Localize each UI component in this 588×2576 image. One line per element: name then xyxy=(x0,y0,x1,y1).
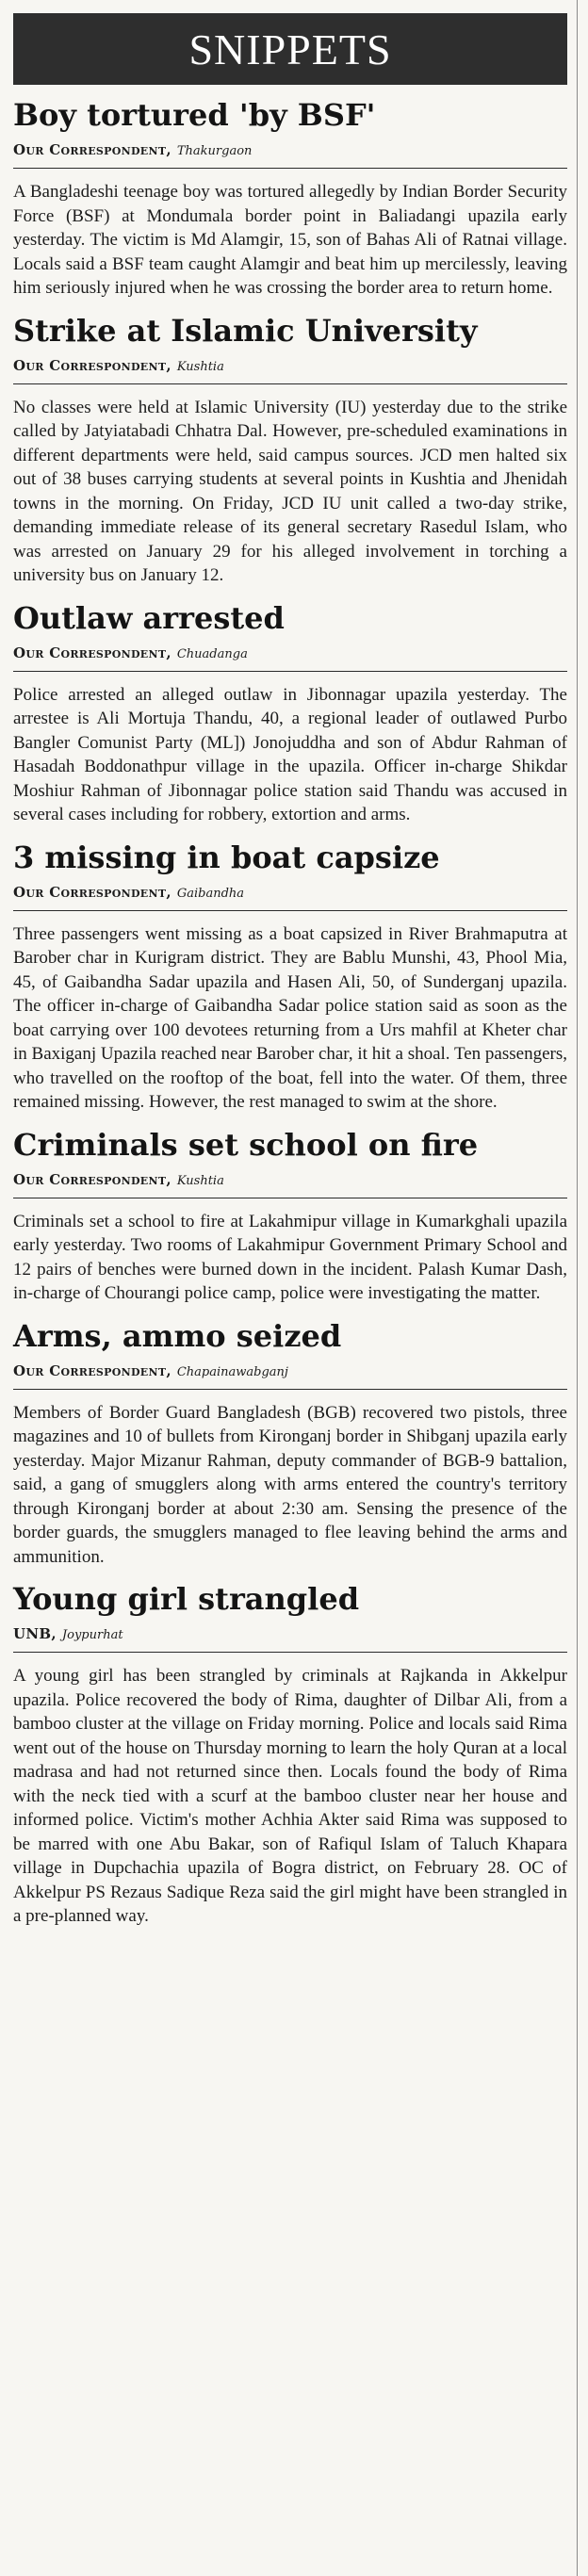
story-byline xyxy=(13,1169,567,1192)
story-school-on-fire xyxy=(13,1126,567,1306)
story-body: Criminals set a school to fire at Lakahmipur village in Kumarkghali upazila early yesterday. Two rooms of Lakahmipur Government Primary School and 12 pairs of benches were burned down in the incident. Palash Kumar Dash, in-charge of Chourangi police camp, police were investigating the matter. xyxy=(13,1211,567,1303)
adjacent-column-edge xyxy=(577,0,588,2576)
byline-author: Our Correspondent, xyxy=(13,356,172,374)
story-byline xyxy=(13,1623,567,1646)
byline-place: Kushtia xyxy=(176,359,224,374)
byline-author: Our Correspondent, xyxy=(13,141,172,158)
story-outlaw-arrested xyxy=(13,599,567,827)
story-boat-capsize xyxy=(13,839,567,1115)
story-headline: Arms, ammo seized xyxy=(13,1317,342,1354)
story-headline: Strike at Islamic University xyxy=(13,312,478,349)
story-young-girl-strangled xyxy=(13,1580,567,1929)
section-title: SNIPPETS xyxy=(188,25,392,73)
byline-place: Thakurgaon xyxy=(176,144,253,158)
story-boy-tortured xyxy=(13,96,567,301)
byline-place: Chuadanga xyxy=(176,646,248,661)
story-headline: Young girl strangled xyxy=(13,1581,360,1617)
story-byline xyxy=(13,643,567,665)
story-byline xyxy=(13,882,567,905)
divider-rule xyxy=(13,383,567,384)
story-headline: Criminals set school on fire xyxy=(13,1126,479,1163)
story-body: Members of Border Guard Bangladesh (BGB) recovered two pistols, three magazines and 10 of bullets from Kironganj border in Shibganj upazila early yesterday. Major Mizanur Rahman, deputy commander of BGB-9 battalion, said, a gang of smugglers along with arms entered the country's territory through Kironganj border at about 2:30 am. Sensing the presence of the border guards, the smugglers managed to flee leaving behind the arms and ammunition. xyxy=(13,1402,567,1567)
story-byline xyxy=(13,1361,567,1383)
byline-place: Chapainawabganj xyxy=(176,1364,288,1379)
story-body: A young girl has been strangled by criminals at Rajkanda in Akkelpur upazila. Police recovered the body of Rima, daughter of Dilbar Ali, from a bamboo cluster at the village on Friday morning. Police and locals said Rima went out of the house on Thursday morning to learn the holy Quran at a local madrasa and had not returned since then. Locals found the body of Rima with the neck tied with a scurf at the bamboo cluster near her house and informed police. Victim's mother Achhia Akter said Rima was supposed to be marred with one Abu Bakar, son of Rafiqul Islam of Taluch Khapara village in Dupchachia upazila of Bogra district, on February 28. OC of Akkelpur PS Rezaus Sadique Reza said the girl might have been strangled in a pre-planned way. xyxy=(13,1666,567,1926)
byline-author: Our Correspondent, xyxy=(13,883,172,901)
story-body: A Bangladeshi teenage boy was tortured allegedly by Indian Border Security Force (BSF) at Mondumala border point in Baliadangi upazila early yesterday. The victim is Md Alamgir, 15, son of Bahas Ali of Ratnai village. Locals said a BSF team caught Alamgir and beat him up mercilessly, leaving him seriously injured when he was crossing the border area to return home. xyxy=(13,182,567,298)
story-arms-ammo-seized xyxy=(13,1317,567,1570)
byline-place: Joypurhat xyxy=(61,1628,123,1642)
story-strike-islamic-university xyxy=(13,312,567,588)
story-body: No classes were held at Islamic University (IU) yesterday due to the strike called by Jatyiatabadi Chhatra Dal. However, pre-scheduled examinations in different departments were held, said campus sources. JCD men halted six out of 38 buses carrying students at several points in Kushtia and Jhenidah towns in the morning. On Friday, JCD IU unit called a two-day strike, demanding immediate release of its general secretary Rasedul Islam, who was arrested on January 29 for his alleged involvement in torching a university bus on January 12. xyxy=(13,397,567,585)
byline-author: Our Correspondent, xyxy=(13,644,172,661)
divider-rule xyxy=(13,671,567,672)
divider-rule xyxy=(13,168,567,169)
snippets-column xyxy=(13,13,567,1929)
story-byline xyxy=(13,139,567,162)
story-headline: Outlaw arrested xyxy=(13,599,285,636)
divider-rule xyxy=(13,1389,567,1390)
divider-rule xyxy=(13,910,567,911)
byline-author: UNB, xyxy=(13,1625,57,1642)
byline-place: Gaibandha xyxy=(176,886,245,901)
divider-rule xyxy=(13,1652,567,1653)
section-banner xyxy=(13,13,567,85)
byline-author: Our Correspondent, xyxy=(13,1170,172,1188)
story-body: Police arrested an alleged outlaw in Jibonnagar upazila yesterday. The arrestee is Ali Mortuja Thandu, 40, a regional leader of outlawed Purbo Bangler Comunist Party (ML]) Jonojuddha and son of Abdur Rahman of Hasadah Boddonathpur village in the upazila. Officer in-charge Shikdar Moshiur Rahman of Jibonnagar police station said Thandu was accused in several cases including for robbery, extortion and arms. xyxy=(13,684,567,824)
story-body: Three passengers went missing as a boat capsized in River Brahmaputra at Barober char in Kurigram district. They are Bablu Munshi, 43, Phool Mia, 45, of Gaibandha Sadar upazila and Hasen Ali, 50, of Sunderganj upazila. The officer in-charge of Gaibandha Sadar police station said as soon as the boat carrying over 100 devotees returning from a Urs mahfil at Kheter char in Baxiganj Upazila reached near Barober char, it hit a shoal. Ten passengers, who travelled on the rooftop of the boat, fell into the water. Of them, three remained missing. However, the rest managed to swim at the shore. xyxy=(13,923,567,1112)
story-headline: Boy tortured 'by BSF' xyxy=(13,97,376,133)
byline-author: Our Correspondent, xyxy=(13,1361,172,1379)
story-byline xyxy=(13,355,567,378)
byline-place: Kushtia xyxy=(176,1173,224,1188)
story-headline: 3 missing in boat capsize xyxy=(13,839,440,875)
